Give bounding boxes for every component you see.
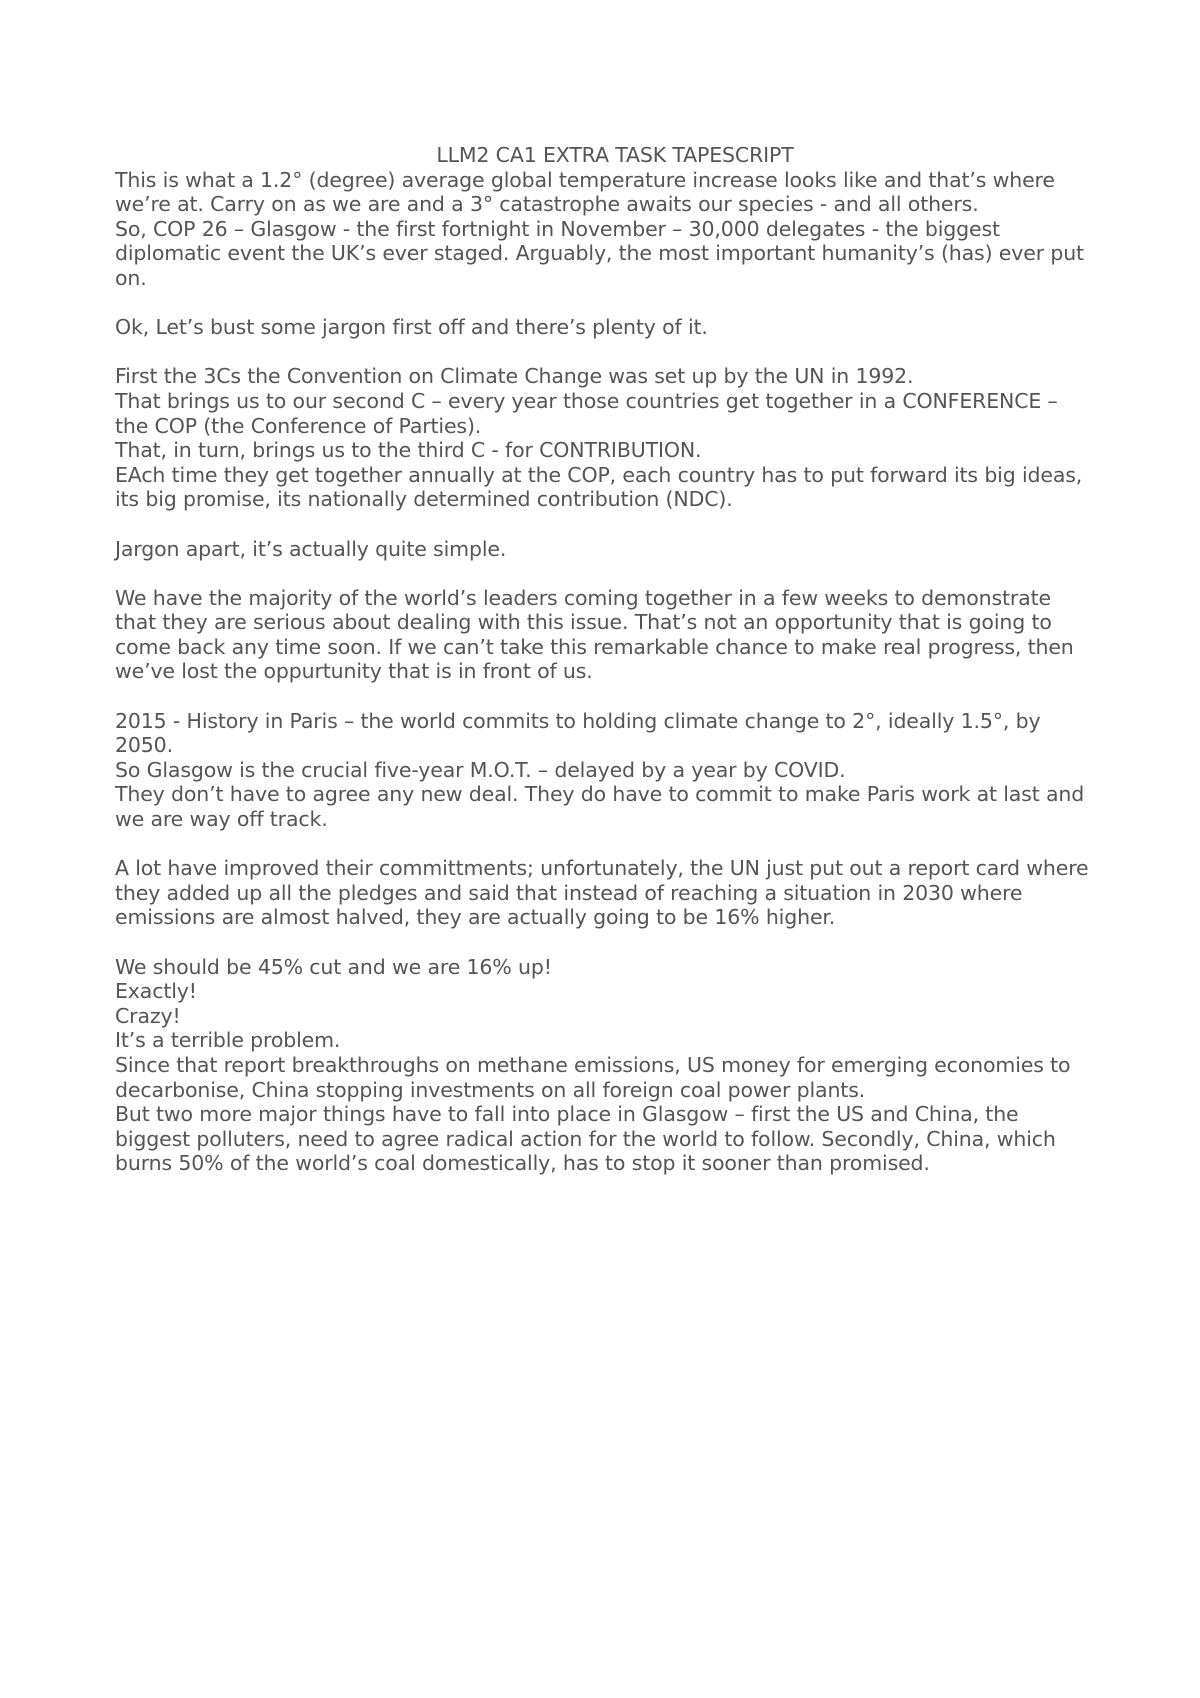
blank-line <box>115 930 1095 955</box>
paragraph: We should be 45% cut and we are 16% up! <box>115 954 552 979</box>
blank-line <box>115 340 1095 365</box>
paragraph: Exactly! <box>115 979 197 1004</box>
paragraph: So, COP 26 – Glasgow - the first fortnight in November – 30,000 delegates - the biggest diplomatic event the UK’s ever staged. Arguably, the most important humanity’s (has) ever put on. <box>115 216 1084 290</box>
paragraph: A lot have improved their committments; unfortunately, the UN just put out a report card where they added up all the pledges and said that instead of reaching a situation in 2030 where emissions are almost halved, they are actually going to be 16% higher. <box>115 856 1089 930</box>
paragraph: But two more major things have to fall into place in Glasgow – first the US and China, the biggest polluters, need to agree radical action for the world to follow. Secondly, China, which burns 50% of the world’s coal domestically, has to stop it sooner than promised. <box>115 1102 1056 1176</box>
paragraph: First the 3Cs the Convention on Climate Change was set up by the UN in 1992. <box>115 364 914 389</box>
document-body <box>115 143 1095 1176</box>
paragraph: Jargon apart, it’s actually quite simple. <box>115 536 507 561</box>
paragraph: It’s a terrible problem. <box>115 1028 341 1053</box>
blank-line <box>115 832 1095 857</box>
paragraph: Ok, Let’s bust some jargon first off and there’s plenty of it. <box>115 315 708 340</box>
paragraph: Since that report breakthroughs on methane emissions, US money for emerging economies to decarbonise, China stopping investments on all foreign coal power plants. <box>115 1052 1071 1102</box>
paragraph-list <box>115 168 1095 1176</box>
paragraph: They don’t have to agree any new deal. They do have to commit to make Paris work at last and we are way off track. <box>115 782 1085 832</box>
paragraph: So Glasgow is the crucial five-year M.O.T. – delayed by a year by COVID. <box>115 757 846 782</box>
blank-line <box>115 291 1095 316</box>
paragraph: We have the majority of the world’s leaders coming together in a few weeks to demonstrate that they are serious about dealing with this issue. That’s not an opportunity that is going to come back any time soon. If we can’t take this remarkable chance to make real progress, then we’ve lost the oppurtunity that is in front of us. <box>115 585 1074 684</box>
paragraph: This is what a 1.2° (degree) average global temperature increase looks like and that’s where we’re at. Carry on as we are and a 3° catastrophe awaits our species - and all others. <box>115 167 1055 217</box>
blank-line <box>115 561 1095 586</box>
blank-line <box>115 512 1095 537</box>
paragraph: That, in turn, brings us to the third C - for CONTRIBUTION. <box>115 438 702 463</box>
paragraph: That brings us to our second C – every year those countries get together in a CONFERENCE – the COP (the Conference of Parties). <box>115 388 1058 438</box>
paragraph: Crazy! <box>115 1003 181 1028</box>
document-title: LLM2 CA1 EXTRA TASK TAPESCRIPT <box>436 143 794 167</box>
paragraph: 2015 - History in Paris – the world commits to holding climate change to 2°, ideally 1.5°, by 2050. <box>115 708 1041 758</box>
blank-line <box>115 684 1095 709</box>
paragraph: EAch time they get together annually at the COP, each country has to put forward its big ideas, its big promise, its nationally determined contribution (NDC). <box>115 462 1083 512</box>
